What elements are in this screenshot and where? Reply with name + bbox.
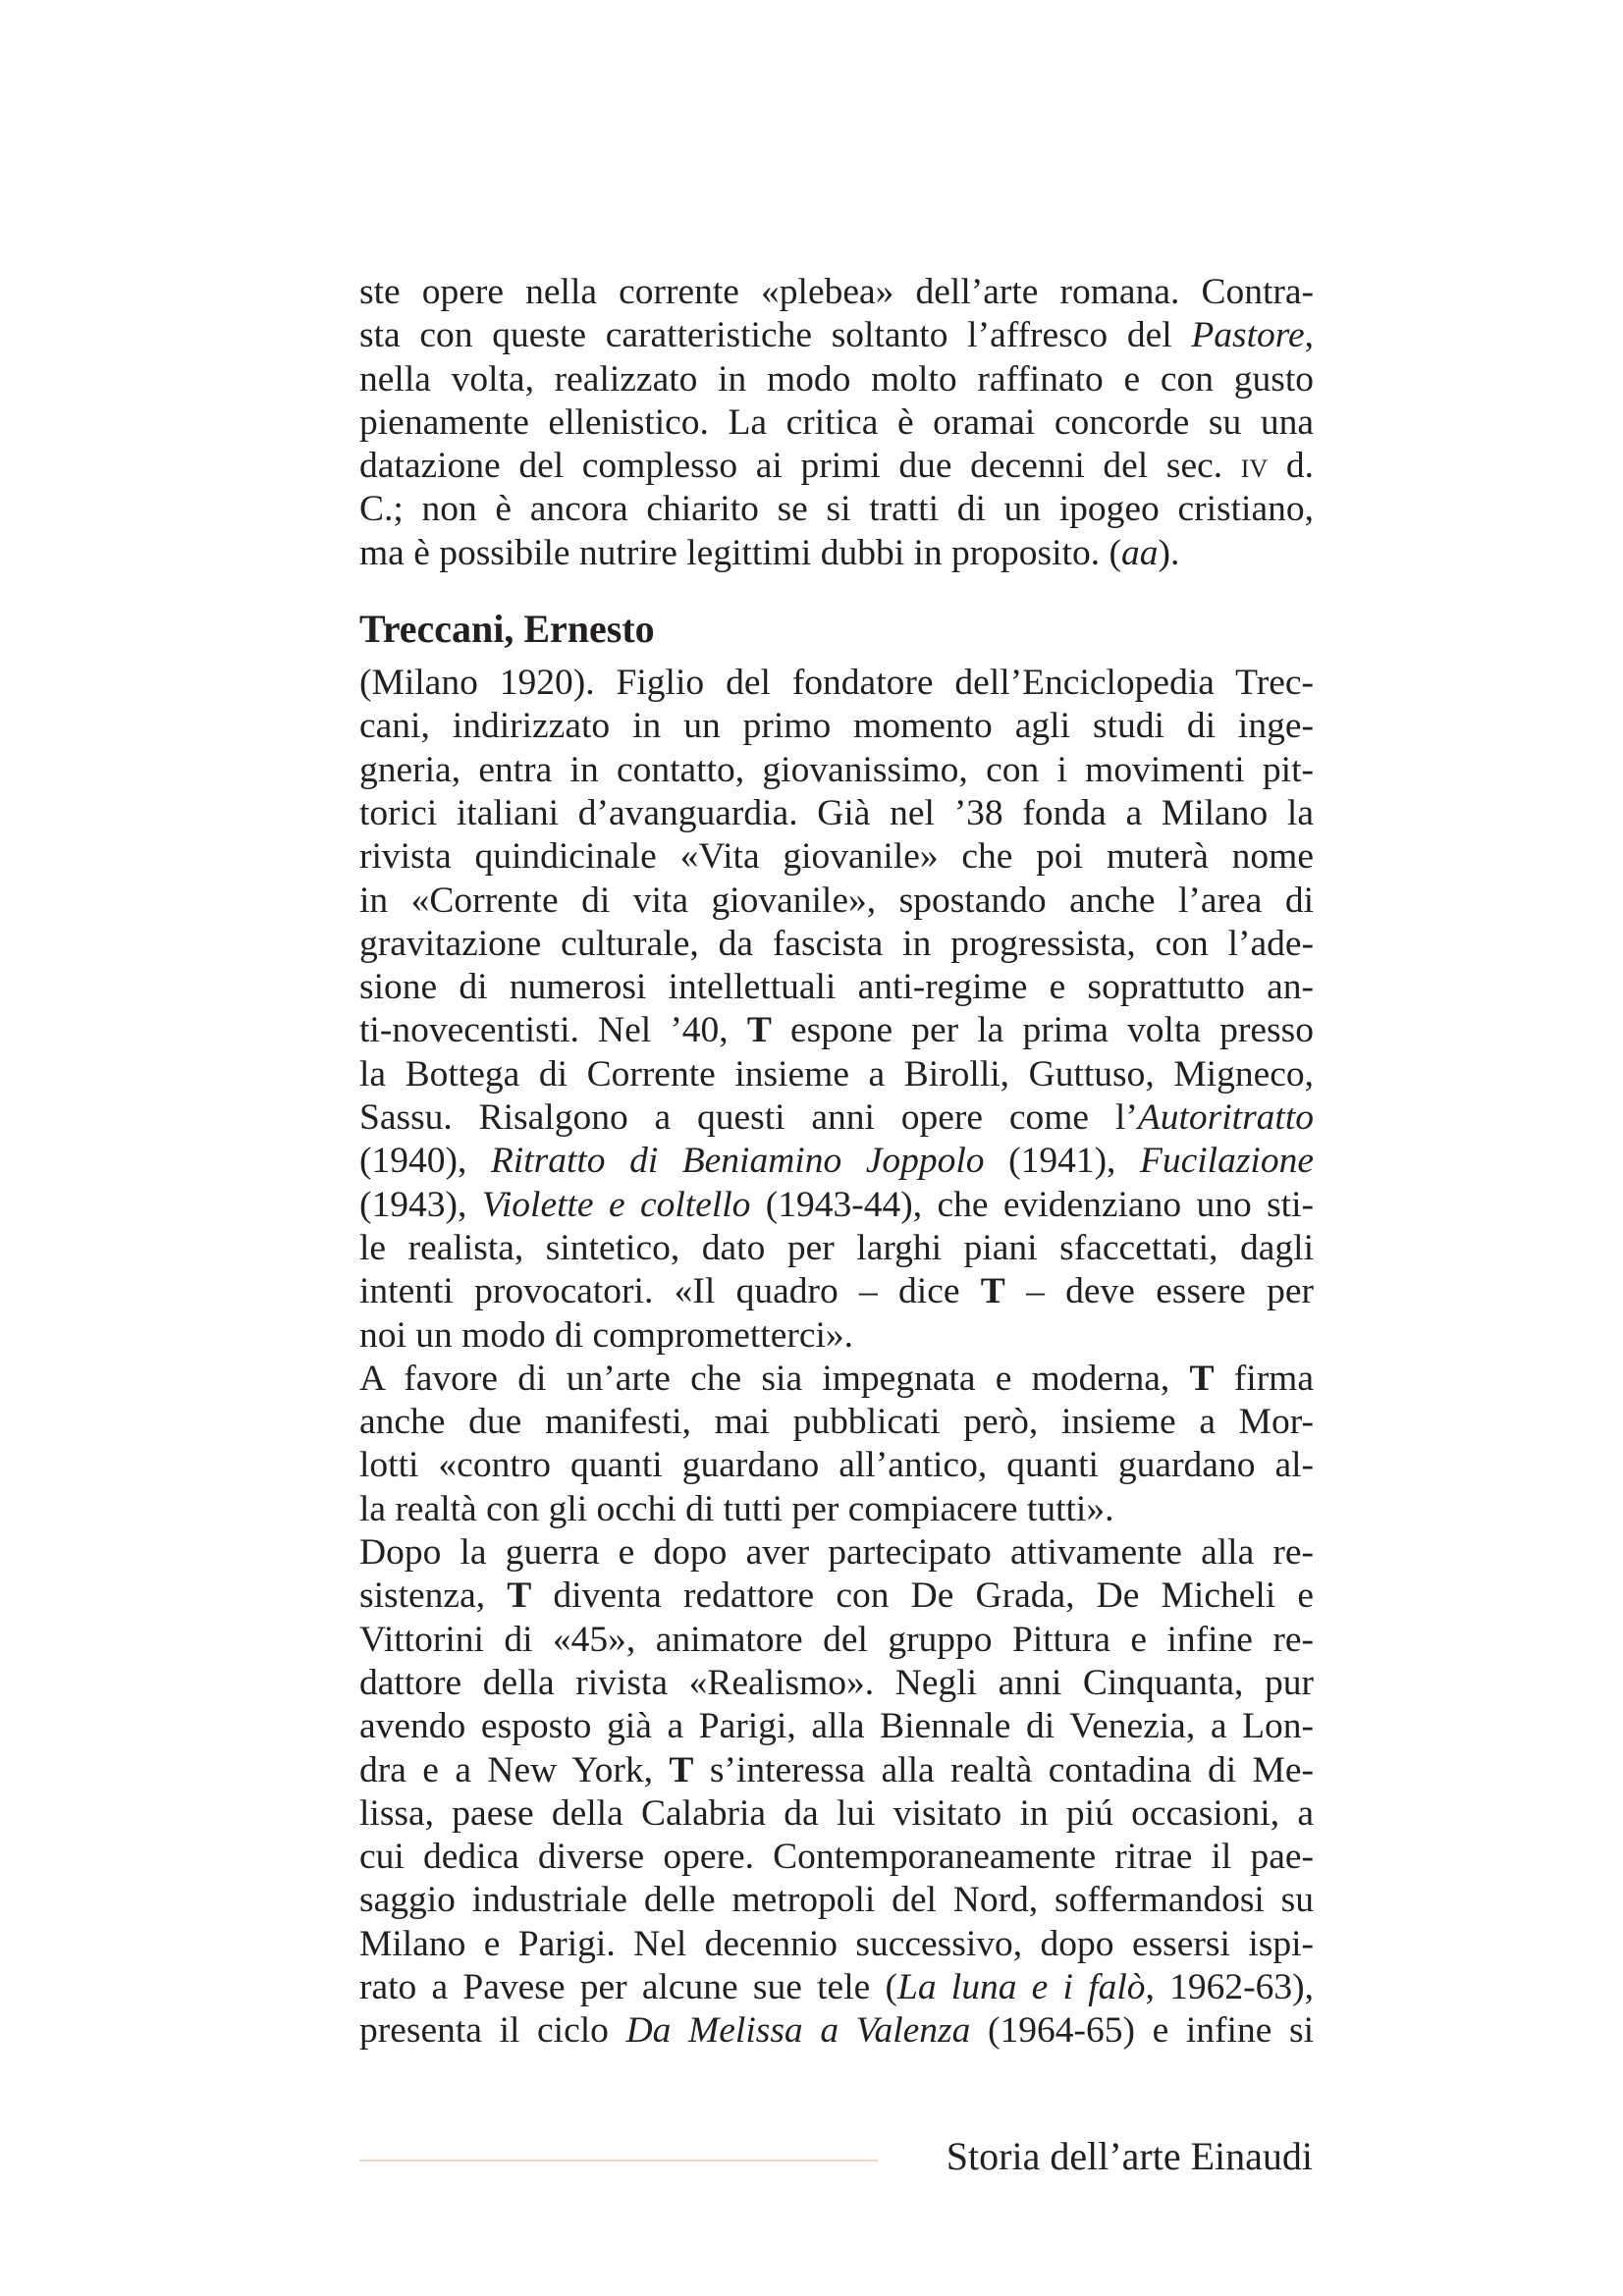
text-line: ste opere nella corrente «plebea» dell’arte romana. Contra- xyxy=(359,272,1314,312)
text-line: (Milano 1920). Figlio del fondatore dell’Enciclopedia Trec- xyxy=(359,663,1314,704)
text-line: Vittorini di «45», animatore del gruppo Pittura e infine re- xyxy=(359,1619,1314,1660)
text-line: pienamente ellenistico. La critica è oramai concorde su una xyxy=(359,401,1314,443)
entry-abbrev: T xyxy=(669,1749,694,1790)
text-line: ma è possibile nutrire legittimi dubbi in proposito. (aa). xyxy=(359,532,1180,573)
footer-title: Storia dell’arte Einaudi xyxy=(946,2134,1313,2178)
text-line: Milano e Parigi. Nel decennio successivo, dopo essersi ispi- xyxy=(359,1923,1314,1964)
entry-abbrev: T xyxy=(746,1010,772,1051)
entry-abbrev: T xyxy=(507,1575,532,1617)
text-line: torici italiani d’avanguardia. Già nel ’38 fonda a Milano la xyxy=(359,792,1314,833)
italic-title: Fucilazione xyxy=(1139,1141,1314,1182)
previous-entry-continuation xyxy=(359,271,1314,575)
text-line: presenta il ciclo Da Melissa a Valenza (1964-65) e infine si xyxy=(359,2010,1315,2052)
text-line: gravitazione culturale, da fascista in progressista, con l’ade- xyxy=(359,923,1314,964)
italic-title: aa xyxy=(1120,532,1159,573)
text-line: in «Corrente di vita giovanile», spostando anche l’area di xyxy=(359,880,1314,921)
italic-title: Ritratto di Beniamino Joppolo xyxy=(490,1141,985,1182)
text-line: dra e a New York, T s’interessa alla realtà contadina di Me- xyxy=(359,1749,1315,1790)
text-line: sta con queste caratteristiche soltanto l’affresco del Pastore, xyxy=(359,315,1314,356)
text-line: le realista, sintetico, dato per larghi piani sfaccettati, dagli xyxy=(359,1227,1314,1268)
text-line: lotti «contro quanti guardano all’antico, quanti guardano al- xyxy=(359,1445,1314,1486)
text-line: Dopo la guerra e dopo aver partecipato attivamente alla re- xyxy=(359,1532,1314,1574)
entry-abbrev: T xyxy=(1189,1358,1215,1399)
italic-title: Pastore xyxy=(1191,315,1305,356)
text-line: rivista quindicinale «Vita giovanile» che poi muterà nome xyxy=(359,836,1314,878)
text-line: sistenza, T diventa redattore con De Grada, De Micheli e xyxy=(359,1575,1314,1617)
text-line: Sassu. Risalgono a questi anni opere come l’Autoritratto xyxy=(359,1097,1314,1139)
text-line: nella volta, realizzato in modo molto raffinato e con gusto xyxy=(359,358,1314,400)
italic-title: Violette e coltello xyxy=(481,1184,751,1225)
text-line: gneria, entra in contatto, giovanissimo, con i movimenti pit- xyxy=(359,749,1314,790)
text-line: noi un modo di comprometterci». xyxy=(359,1314,854,1356)
text-line: lissa, paese della Calabria da lui visitato in piú occasioni, a xyxy=(359,1792,1314,1834)
text-line: avendo esposto già a Parigi, alla Biennale di Venezia, a Lon- xyxy=(359,1706,1314,1747)
text-line: anche due manifesti, mai pubblicati però, insieme a Mor- xyxy=(359,1402,1314,1443)
text-line: la realtà con gli occhi di tutti per compiacere tutti». xyxy=(359,1488,1114,1529)
text-line: cui dedica diverse opere. Contemporaneamente ritrae il pae- xyxy=(359,1837,1314,1878)
text-block xyxy=(359,271,1314,2054)
text-line: ti-novecentisti. Nel ’40, T espone per la prima volta presso xyxy=(359,1010,1314,1051)
text-line: C.; non è ancora chiarito se si tratti di un ipogeo cristiano, xyxy=(359,489,1314,530)
entry-abbrev: T xyxy=(980,1271,1005,1312)
italic-title: Da Melissa a Valenza xyxy=(625,2010,971,2052)
text-line: sione di numerosi intellettuali anti-regime e soprattutto an- xyxy=(359,967,1314,1008)
entry-title: Treccani, Ernesto xyxy=(359,607,655,652)
text-line: saggio industriale delle metropoli del Nord, soffermandosi su xyxy=(359,1880,1314,1921)
footer-rule xyxy=(359,2160,878,2162)
text-line: dattore della rivista «Realismo». Negli anni Cinquanta, pur xyxy=(359,1662,1314,1703)
text-line: intenti provocatori. «Il quadro – dice T – deve essere per xyxy=(359,1271,1315,1312)
italic-title: La luna e i falò xyxy=(896,1966,1146,2007)
entry-body xyxy=(359,662,1314,2054)
text-line: datazione del complesso ai primi due decenni del sec. iv d. xyxy=(359,446,1314,487)
text-line: A favore di un’arte che sia impegnata e moderna, T firma xyxy=(359,1358,1314,1399)
text-line: la Bottega di Corrente insieme a Birolli, Guttuso, Migneco, xyxy=(359,1053,1314,1095)
text-line: (1940), Ritratto di Beniamino Joppolo (1941), Fucilazione xyxy=(359,1141,1314,1182)
italic-title: Autoritratto xyxy=(1137,1097,1314,1139)
text-line: rato a Pavese per alcune sue tele (La luna e i falò, 1962-63), xyxy=(359,1966,1314,2007)
text-line: cani, indirizzato in un primo momento agli studi di inge- xyxy=(359,706,1314,747)
roman-numeral: iv xyxy=(1240,446,1269,487)
text-line: (1943), Violette e coltello (1943-44), che evidenziano uno sti- xyxy=(359,1184,1314,1225)
